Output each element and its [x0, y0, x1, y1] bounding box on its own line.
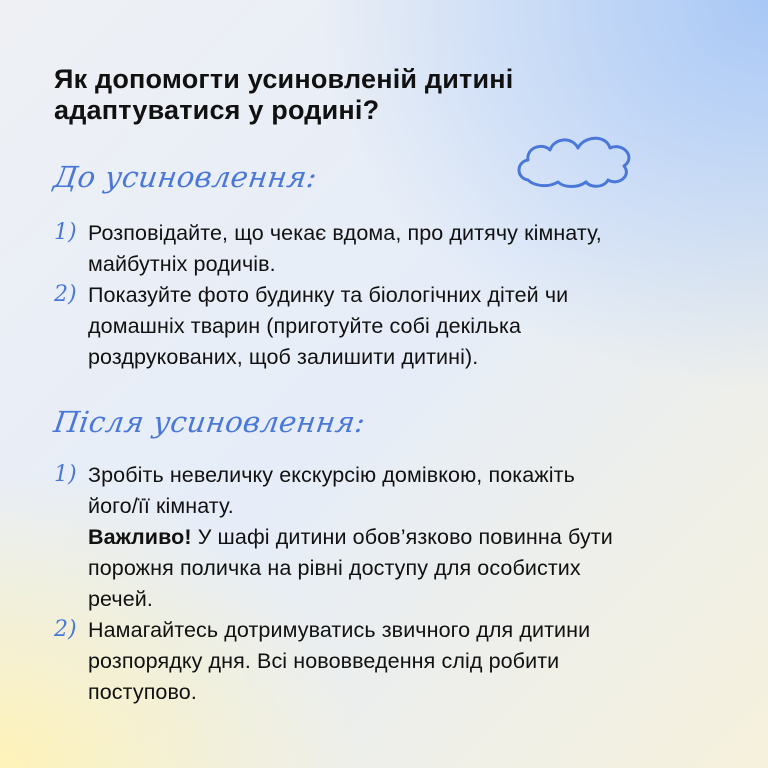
- item-text-line: роздрукованих, щоб залишити дитині).: [88, 345, 479, 369]
- item-text-line: майбутніх родичів.: [88, 252, 276, 276]
- list-item: [54, 615, 744, 708]
- item-text-line: Розповідайте, що чекає вдома, про дитячу кімнату,: [88, 221, 602, 245]
- important-note-line: [88, 522, 744, 553]
- list-number: 1): [54, 220, 77, 245]
- list-number: 2): [54, 282, 77, 307]
- list-item: [54, 280, 744, 373]
- title-line-2: адаптуватися у родині?: [54, 95, 380, 125]
- item-text-line: Намагайтесь дотримуватись звичного для дитини: [88, 618, 591, 642]
- item-text-line: домашніх тварин (приготуйте собі декілька: [88, 314, 522, 338]
- item-text-line: порожня поличка на рівні доступу для особистих: [88, 556, 581, 580]
- section-before-list: [54, 218, 744, 373]
- cloud-icon: [514, 128, 636, 192]
- item-text-line: розпорядку дня. Всі нововведення слід робити: [88, 649, 560, 673]
- list-item: [54, 460, 744, 615]
- list-number: 2): [54, 617, 77, 642]
- item-text-line: Показуйте фото будинку та біологічних дітей чи: [88, 283, 569, 307]
- item-text-line: Зробіть невеличку екскурсію домівкою, покажіть: [88, 463, 575, 487]
- section-after-list: [54, 460, 744, 708]
- important-label: Важливо!: [88, 525, 192, 549]
- page-title: [54, 64, 694, 126]
- list-number: 1): [54, 462, 77, 487]
- item-text-line: поступово.: [88, 680, 197, 704]
- section-after-heading: Після усиновлення:: [51, 405, 368, 439]
- important-text: У шафі дитини обов’язково повинна бути: [191, 525, 613, 549]
- section-before-heading: До усиновлення:: [51, 160, 320, 194]
- list-item: [54, 218, 744, 280]
- item-text-line: його/її кімнату.: [88, 494, 234, 518]
- title-line-1: Як допомогти усиновленій дитині: [54, 64, 514, 94]
- item-text-line: речей.: [88, 587, 153, 611]
